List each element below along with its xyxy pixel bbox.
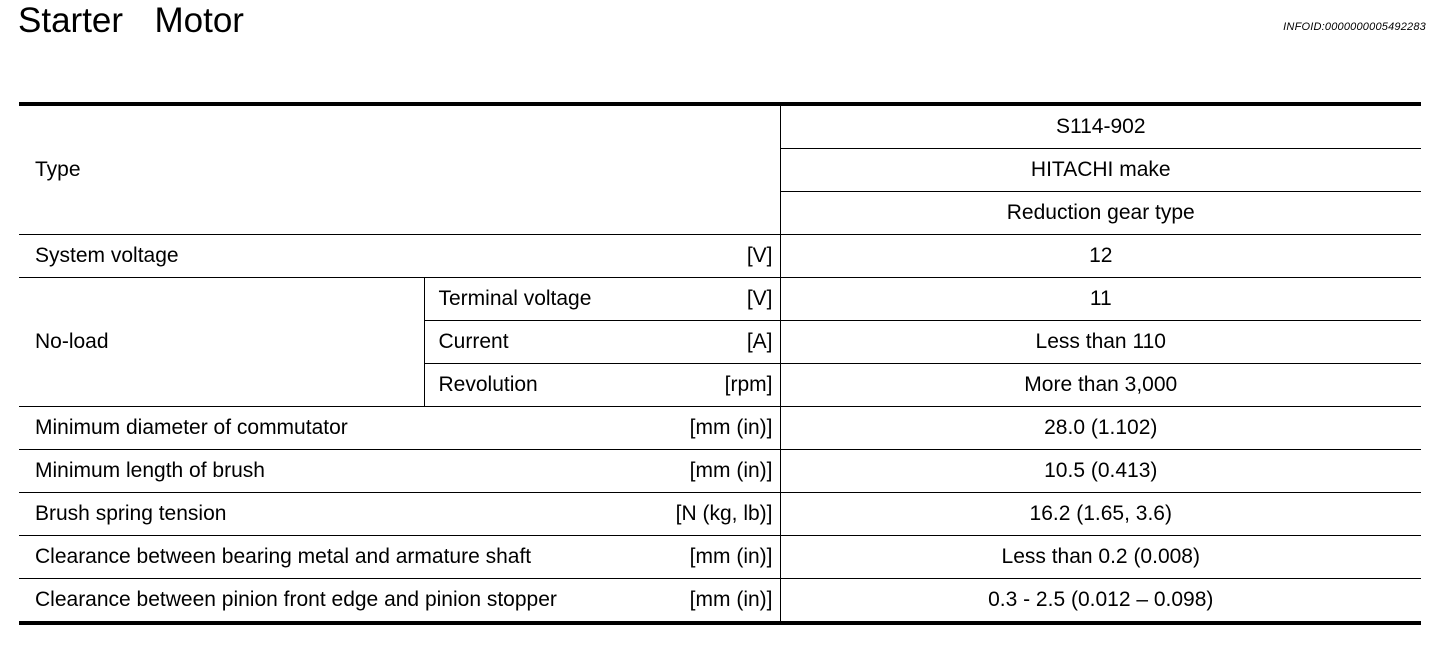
table-row	[19, 493, 1421, 536]
type-label: Type	[35, 158, 81, 181]
bearing-clearance-unit: [mm (in)]	[424, 536, 780, 579]
revolution-unit: [rpm]	[724, 373, 773, 396]
table-row	[19, 104, 1421, 149]
spec-table	[19, 102, 1421, 625]
terminal-voltage-unit: [V]	[746, 287, 773, 310]
info-id: INFOID:0000000005492283	[1283, 21, 1426, 33]
brush-length-unit: [mm (in)]	[424, 450, 780, 493]
current-unit: [A]	[746, 330, 773, 353]
commutator-diameter-label: Minimum diameter of commutator	[19, 407, 424, 450]
pinion-clearance-value: 0.3 - 2.5 (0.012 – 0.098)	[780, 579, 1421, 624]
revolution-label: Revolution	[438, 373, 538, 396]
system-voltage-label: System voltage	[19, 235, 424, 278]
bearing-clearance-label: Clearance between bearing metal and armature shaft	[19, 536, 424, 579]
commutator-diameter-value: 28.0 (1.102)	[780, 407, 1421, 450]
brush-spring-tension-value: 16.2 (1.65, 3.6)	[780, 493, 1421, 536]
table-row	[19, 579, 1421, 624]
table-row	[19, 407, 1421, 450]
current-label: Current	[438, 330, 509, 353]
type-value-model: S114-902	[780, 104, 1421, 149]
no-load-sub-cell	[424, 321, 780, 364]
system-voltage-value: 12	[780, 235, 1421, 278]
table-row	[19, 536, 1421, 579]
revolution-value: More than 3,000	[780, 364, 1421, 407]
no-load-label: No-load	[19, 278, 424, 407]
brush-spring-tension-unit: [N (kg, lb)]	[424, 493, 780, 536]
table-row	[19, 450, 1421, 493]
type-value-make: HITACHI make	[780, 149, 1421, 192]
pinion-clearance-label: Clearance between pinion front edge and pinion stopper	[19, 579, 424, 624]
type-value-gear: Reduction gear type	[780, 192, 1421, 235]
commutator-diameter-unit: [mm (in)]	[424, 407, 780, 450]
table-row	[19, 278, 1421, 321]
brush-length-value: 10.5 (0.413)	[780, 450, 1421, 493]
terminal-voltage-label: Terminal voltage	[438, 287, 592, 310]
pinion-clearance-unit: [mm (in)]	[424, 579, 780, 624]
current-value: Less than 110	[780, 321, 1421, 364]
system-voltage-unit: [V]	[424, 235, 780, 278]
brush-length-label: Minimum length of brush	[19, 450, 424, 493]
bearing-clearance-value: Less than 0.2 (0.008)	[780, 536, 1421, 579]
no-load-sub-cell	[424, 278, 780, 321]
terminal-voltage-value: 11	[780, 278, 1421, 321]
no-load-sub-cell	[424, 364, 780, 407]
table-row	[19, 235, 1421, 278]
brush-spring-tension-label: Brush spring tension	[19, 493, 424, 536]
page-title: Starter Motor	[18, 1, 244, 40]
